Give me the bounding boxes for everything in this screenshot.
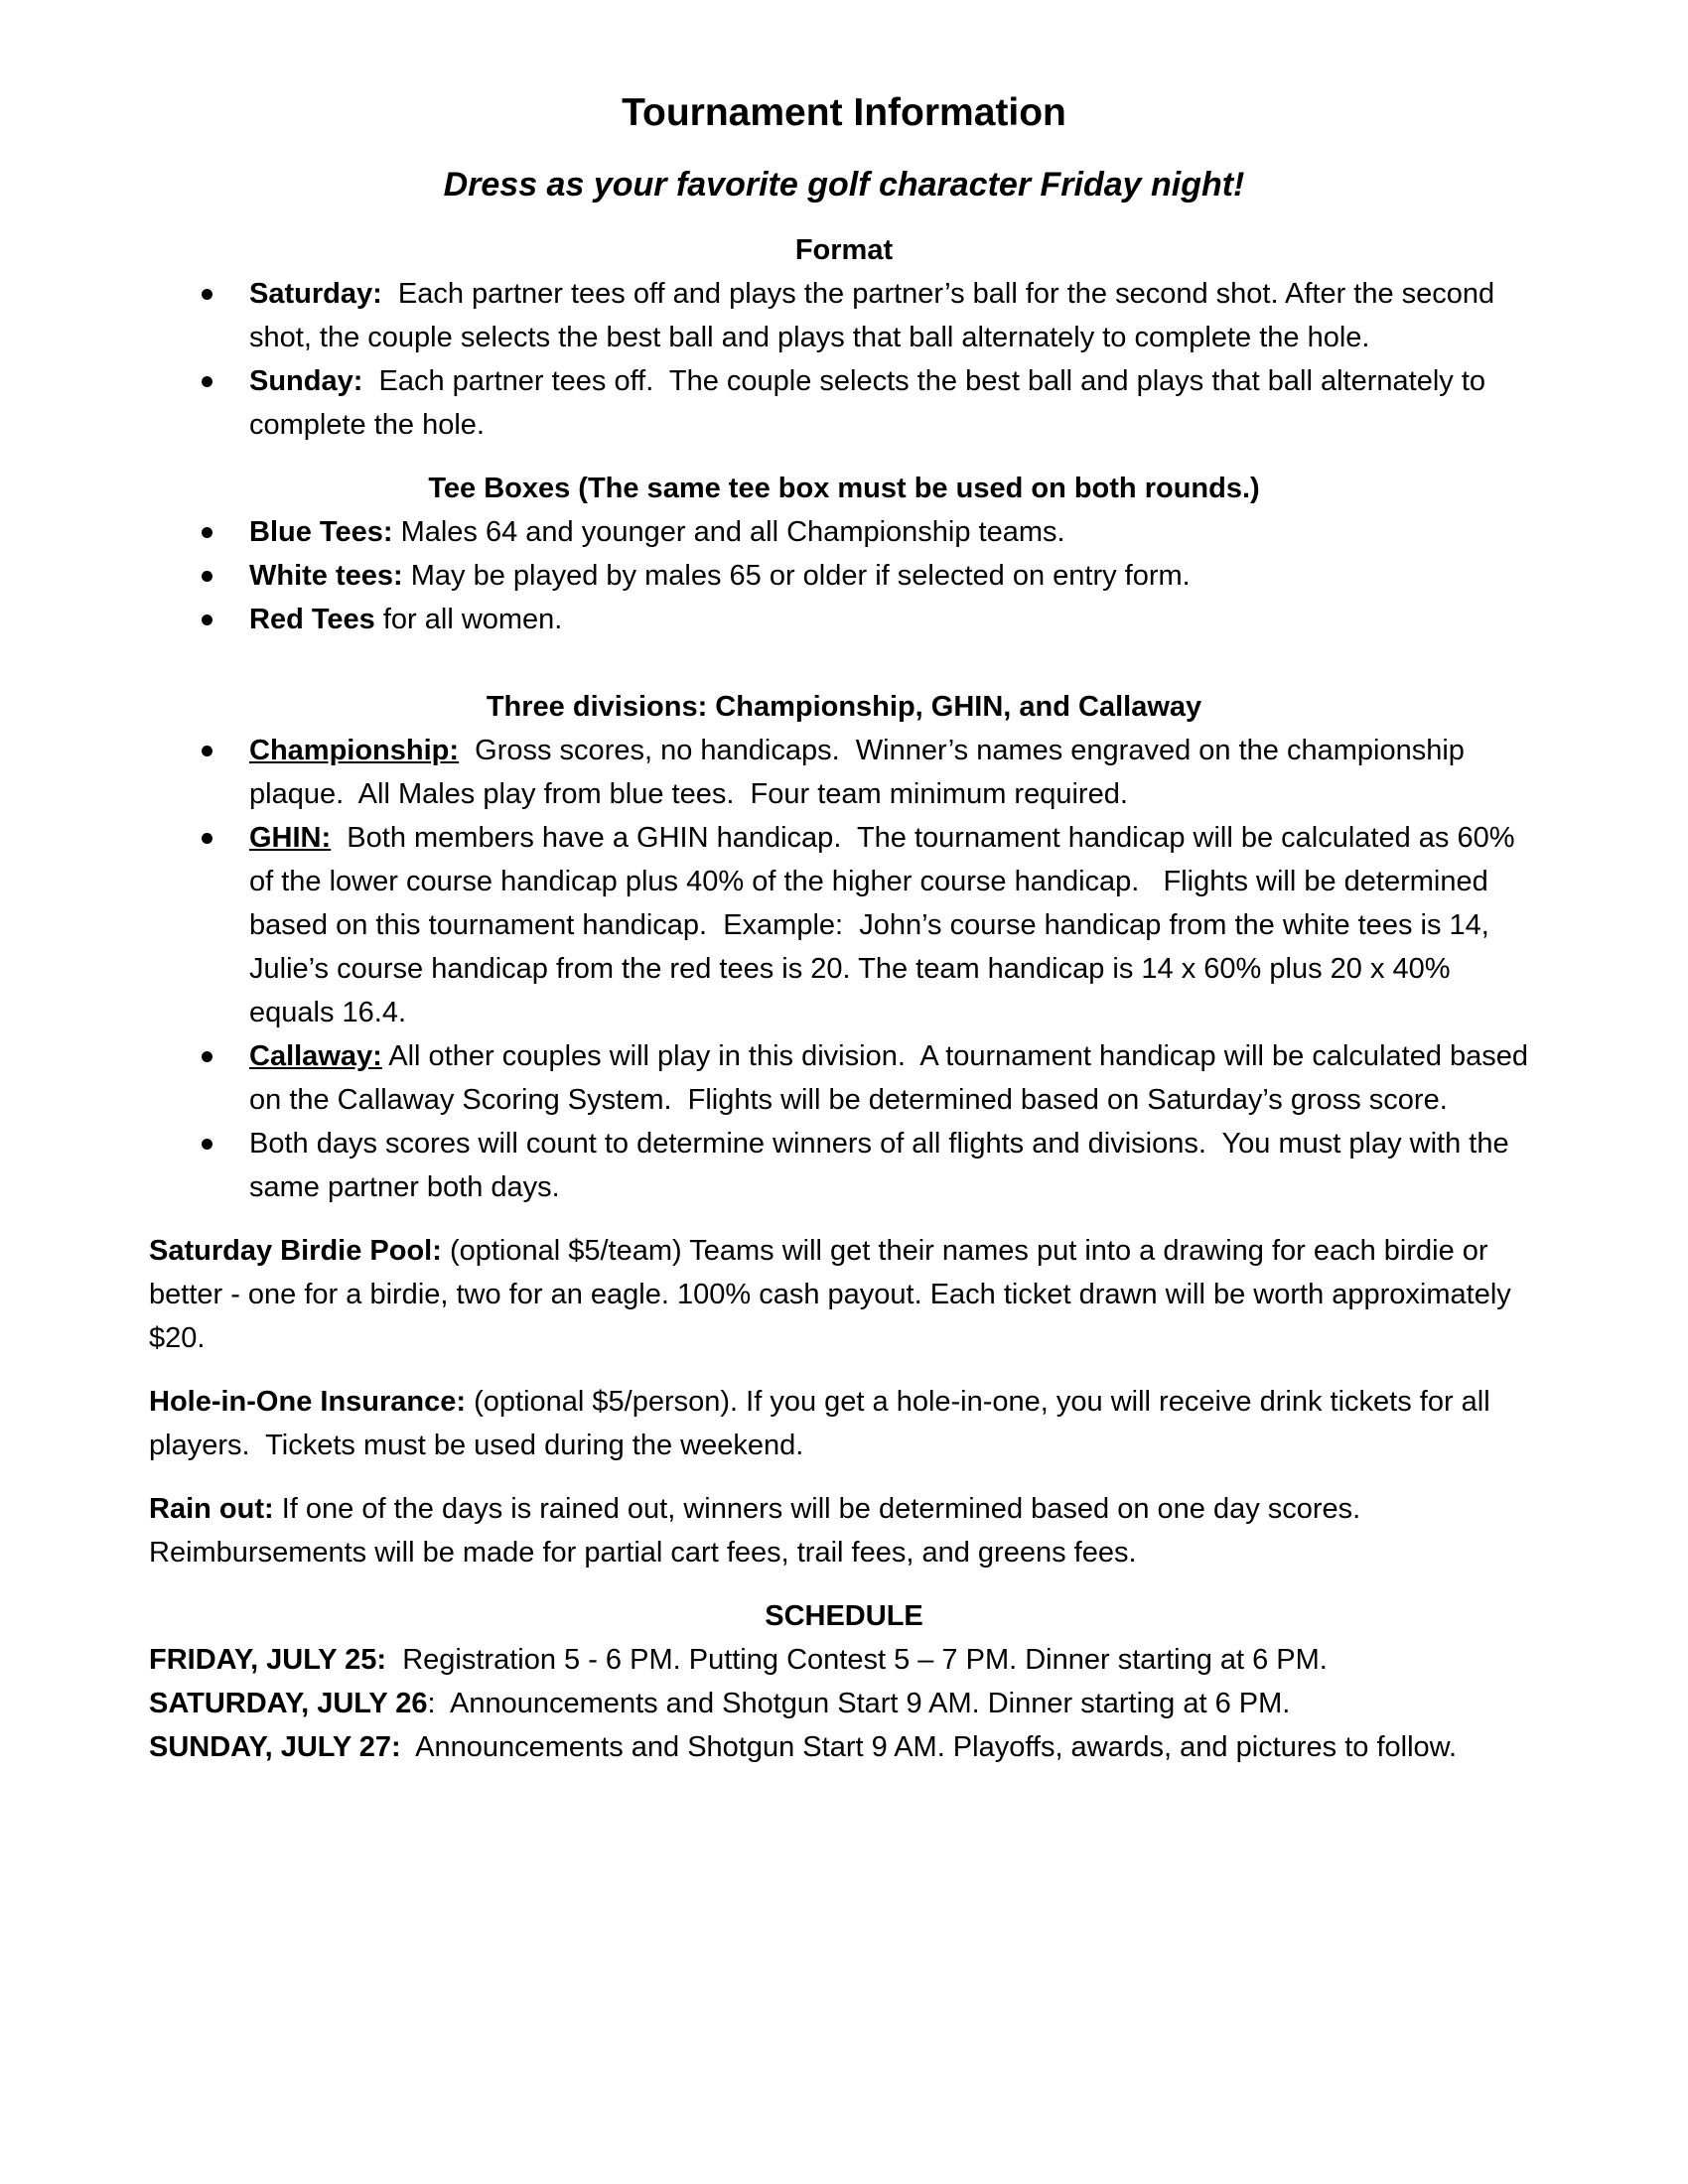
rain-out-paragraph — [149, 1487, 1539, 1574]
tees-item-white — [149, 554, 1539, 598]
page-subtitle: Dress as your favorite golf character Friday night! — [443, 166, 1245, 204]
item-label: Red Tees — [249, 604, 375, 635]
item-label: Sunday: — [249, 365, 363, 397]
schedule-day-text: Announcements and Shotgun Start 9 AM. Playoffs, awards, and pictures to follow. — [400, 1731, 1458, 1763]
bullet-icon — [202, 614, 212, 625]
birdie-pool-paragraph — [149, 1229, 1539, 1360]
item-text: Both days scores will count to determine winners of all flights and divisions. You must play with the same partner both days. — [249, 1128, 1517, 1203]
format-item-sunday — [149, 359, 1539, 447]
schedule-day-text: Registration 5 - 6 PM. Putting Contest 5 – 7 PM. Dinner starting at 6 PM. — [386, 1644, 1328, 1676]
hole-in-one-label: Hole-in-One Insurance: — [149, 1386, 467, 1418]
item-text: All other couples will play in this division. A tournament handicap will be calculated based on the Callaway Scoring System. Flights will be determined based on Saturday’s gross score. — [249, 1040, 1537, 1116]
tees-heading: Tee Boxes (The same tee box must be used on both rounds.) — [428, 473, 1260, 504]
division-item-ghin — [149, 816, 1539, 1034]
format-item-saturday — [149, 272, 1539, 359]
schedule-day-label: FRIDAY, JULY 25: — [149, 1644, 387, 1676]
schedule-day-text: : Announcements and Shotgun Start 9 AM. Dinner starting at 6 PM. — [427, 1688, 1291, 1719]
bullet-icon — [202, 289, 212, 300]
item-text: Each partner tees off. The couple selects the best ball and plays that ball alternately to complete the hole. — [249, 365, 1494, 441]
division-item-championship — [149, 729, 1539, 816]
bullet-icon — [202, 527, 212, 538]
birdie-pool-label: Saturday Birdie Pool: — [149, 1235, 442, 1267]
page-title: Tournament Information — [622, 91, 1066, 134]
hole-in-one-paragraph — [149, 1380, 1539, 1467]
item-label: Callaway: — [249, 1040, 382, 1072]
bullet-icon — [202, 746, 212, 756]
item-label: Saturday: — [249, 278, 382, 310]
tees-item-red — [149, 598, 1539, 641]
bullet-icon — [202, 571, 212, 582]
schedule-heading: SCHEDULE — [765, 1600, 923, 1632]
rain-out-text: If one of the days is rained out, winners will be determined based on one day scores. Reimbursements will be made for partial cart fees, trail fees, and greens fees. — [149, 1493, 1369, 1569]
item-text: Gross scores, no handicaps. Winner’s names engraved on the championship plaque. All Males play from blue tees. Four team minimum required. — [249, 735, 1473, 810]
schedule-friday — [149, 1638, 1539, 1682]
format-list — [149, 272, 1539, 447]
bullet-icon — [202, 833, 212, 844]
document-page — [149, 87, 1539, 1769]
item-text: for all women. — [374, 604, 563, 635]
birdie-pool-text: (optional $5/team) Teams will get their names put into a drawing for each birdie or better - one for a birdie, two for an eagle. 100% cash payout. Each ticket drawn will be worth approximately $20. — [149, 1235, 1519, 1354]
schedule-day-label: SATURDAY, JULY 26 — [149, 1688, 428, 1719]
division-item-callaway — [149, 1034, 1539, 1122]
item-label: GHIN: — [249, 822, 332, 854]
item-label: Championship: — [249, 735, 460, 766]
item-text: Each partner tees off and plays the partner’s ball for the second shot. After the second shot, the couple selects the best ball and plays that ball alternately to complete the hole. — [249, 278, 1503, 353]
rain-out-label: Rain out: — [149, 1493, 274, 1525]
division-item-both-days — [149, 1122, 1539, 1209]
item-label: White tees: — [249, 560, 403, 592]
hole-in-one-text: (optional $5/person). If you get a hole-in-one, you will receive drink tickets for all players. Tickets must be used during the weekend. — [149, 1386, 1498, 1461]
item-text: May be played by males 65 or older if selected on entry form. — [402, 560, 1191, 592]
format-heading: Format — [794, 234, 894, 266]
bullet-icon — [202, 1051, 212, 1062]
schedule-day-label: SUNDAY, JULY 27: — [149, 1731, 401, 1763]
bullet-icon — [202, 376, 212, 387]
divisions-list — [149, 729, 1539, 1209]
bullet-icon — [202, 1139, 212, 1150]
tees-item-blue — [149, 510, 1539, 554]
item-label: Blue Tees: — [249, 516, 393, 548]
item-text: Both members have a GHIN handicap. The tournament handicap will be calculated as 60% of the lower course handicap plus 40% of the higher course handicap. Flights will be determined based on this tournament handicap. Example: John’s course handicap from the white tees is 14, Julie’s course handicap from the red tees is 20. The team handicap is 14 x 60% plus 20 x 40% equals 16.4. — [249, 822, 1523, 1028]
schedule-sunday — [149, 1725, 1539, 1769]
tees-list — [149, 510, 1539, 641]
divisions-heading: Three divisions: Championship, GHIN, and Callaway — [486, 691, 1202, 723]
item-text: Males 64 and younger and all Championship teams. — [392, 516, 1065, 548]
schedule-saturday — [149, 1682, 1539, 1725]
